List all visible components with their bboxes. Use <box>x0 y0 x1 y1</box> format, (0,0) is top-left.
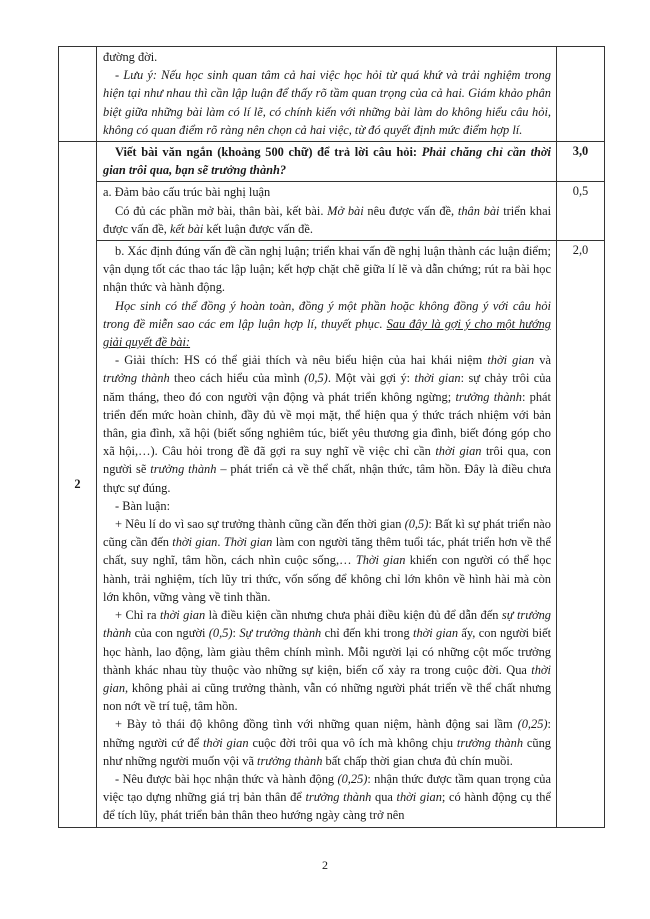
question-prompt: Viết bài văn ngắn (khoảng 500 chữ) để trả lời câu hỏi: Phải chăng chỉ cần thời gian trôi qua, bạn sẽ trưởng thành? <box>103 145 551 178</box>
score-cell-empty <box>557 47 605 142</box>
discuss-point-3: + Bày tỏ thái độ không đồng tình với những quan niệm, hành động sai lầm (0,25): những người cứ để thời gian cuộc đời trôi qua vô ích mà không chịu trưởng thành cũng như những người muốn vội vã trưởng thành bất chấp thời gian chưa đủ chín muồi. <box>103 717 551 768</box>
discuss-point-1: + Nêu lí do vì sao sự trưởng thành cũng cần đến thời gian (0,5): Bất kì sự phát triển nào cũng cần đến thời gian. Thời gian làm con người tăng thêm tuổi tác, phát triển hơn về thể chất, suy nghĩ, tâm hồn, cách nhìn cuộc sống,… Thời gian khiến con người có thể học hành, trải nghiệm, tích lũy tri thức, vốn sống để không chỉ lớn khôn về hình hài mà còn lớn khôn, vững vàng về tinh thần. <box>103 517 551 604</box>
prompt-cell <box>97 142 557 182</box>
explain-paragraph: - Giải thích: HS có thể giải thích và nêu biểu hiện của hai khái niệm thời gian và trưởng thành theo cách hiểu của mình (0,5). Một vài gợi ý: thời gian: sự chảy trôi của năm tháng, theo đó con người vận động và phát triển không ngừng; trưởng thành: phát triển đến mức hoàn chỉnh, đầy đủ về mọi mặt, thể hiện qua ý thức trách nhiệm với bản thân, gia đình, xã hội (biết sống nghiêm túc, biết yêu thương gia đình, biết đóng góp cho xã hội,…). Câu hỏi trong đề đã gợi ra suy nghĩ về việc chỉ cần thời gian trôi qua, con người sẽ trưởng thành – phát triển cả về thể chất, nhận thức, tâm hồn. Đây là điều chưa thực sự đúng. <box>103 353 552 495</box>
part-a-cell <box>97 182 557 241</box>
part-a-title: a. Đảm bảo cấu trúc bài nghị luận <box>103 185 271 200</box>
question-number-cell <box>59 142 97 828</box>
continued-line: đường đời. <box>103 50 158 64</box>
table-row-q1-continued <box>59 47 605 142</box>
table-row-part-a <box>59 182 605 241</box>
lesson-paragraph: - Nêu được bài học nhận thức và hành động (0,25): nhận thức được tầm quan trọng của việc tạo dựng những giá trị bản thân để trưởng thành qua thời gian; có hành động cụ thể để tích lũy, phát triển bản thân theo hướng ngày càng trở nên <box>103 771 551 823</box>
part-a-text: Có đủ các phần mở bài, thân bài, kết bài. Mở bài nêu được vấn đề, thân bài triển khai được vấn đề, kết bài kết luận được vấn đề. <box>103 203 552 236</box>
table-row-q2-prompt <box>59 142 605 182</box>
part-b-hint: Học sinh có thể đồng ý hoàn toàn, đồng ý một phần hoặc không đồng ý với câu hỏi trong đề miễn sao các em lập luận hợp lí, thuyết phục. Sau đây là gợi ý cho một hướng giải quyết đề bài: <box>103 298 551 350</box>
part-b-cell <box>97 241 557 828</box>
discuss-label: - Bàn luận: <box>115 498 171 513</box>
table-row-part-b <box>59 241 605 828</box>
question-number-cell-empty <box>59 47 97 142</box>
page-number: 2 <box>322 858 328 872</box>
grading-table <box>58 46 605 828</box>
discuss-point-2: + Chỉ ra thời gian là điều kiện cần nhưng chưa phải điều kiện đủ để dẫn đến sự trưởng thành của con người (0,5): Sự trưởng thành chỉ đến khi trong thời gian ấy, con người biết học hành, lao động, làm giàu thêm chính mình. Mỗi người lại có những cột mốc trưởng thành khác nhau tùy thuộc vào những sự kiện, biến cố xảy ra trong cuộc đời. Qua thời gian, không phải ai cũng trưởng thành, vẫn có những người phát triển về thể chất nhưng non nớt về trí tuệ, tâm hồn. <box>103 608 552 714</box>
part-a-score: 0,5 <box>557 182 605 241</box>
content-cell <box>97 47 557 142</box>
question-number: 2 <box>74 476 81 491</box>
question-score: 3,0 <box>557 142 605 182</box>
part-b-score: 2,0 <box>557 241 605 828</box>
note-paragraph: - Lưu ý: Nếu học sinh quan tâm cả hai việc học hỏi từ quá khứ và trải nghiệm trong hiện tại như nhau thì cần lập luận để thấy rõ tầm quan trọng của cả hai. Giám khảo phân biệt giữa những bài làm có lí lẽ, có chính kiến với những bài làm do không hiểu câu hỏi, không có quan điểm rõ ràng nên chọn cả hai việc, từ đó quyết định mức điểm hợp lí. <box>103 68 551 137</box>
part-b-intro: b. Xác định đúng vấn đề cần nghị luận; triển khai vấn đề nghị luận thành các luận điểm; vận dụng tốt các thao tác lập luận; kết hợp chặt chẽ giữa lí lẽ và dẫn chứng; rút ra bài học nhận thức và hành động. <box>103 244 551 295</box>
